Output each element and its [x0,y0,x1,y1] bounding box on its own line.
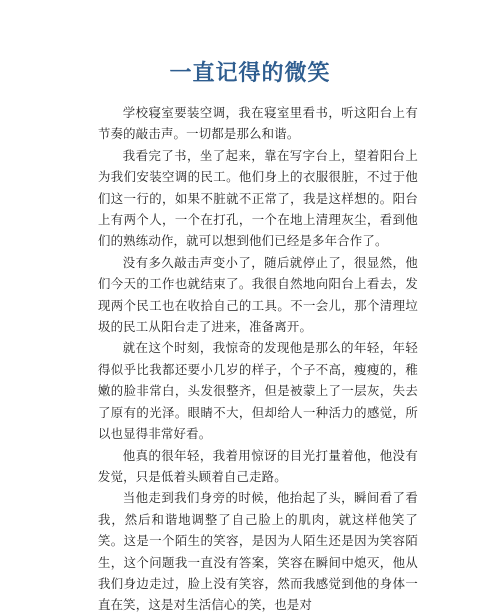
article-body [98,102,418,616]
paragraph: 学校寝室要装空调，我在寝室里看书，听这阳台上有节奏的敲击声。一切都是那么和谐。 [98,105,418,142]
article-title: 一直记得的微笑 [169,61,331,86]
paragraph: 我看完了书，坐了起来，靠在写字台上，望着阳台上为我们安装空调的民工。他们身上的衣服很脏，不过于他们这一行的，如果不脏就不正常了，我是这样想的。阳台上有两个人，一个在打孔，一个在地上清理灰尘，看到他们的熟练动作，就可以想到他们已经是多年合作了。 [98,147,418,249]
paragraph: 就在这个时刻，我惊奇的发现他是那么的年轻，年轻得似乎比我都还要小几岁的样子，个子不高，瘦瘦的，稚嫩的脸非常白，头发很整齐，但是被蒙上了一层灰，失去了原有的光泽。眼睛不大，但却给人一种活力的感觉，所以也显得非常好看。 [98,340,418,442]
paragraph: 没有多久敲击声变小了，随后就停止了，很显然，他们今天的工作也就结束了。我很自然地向阳台上看去，发现两个民工也在收拾自己的工具。不一会儿，那个清理垃圾的民工从阳台走了进来，准备离开。 [98,254,418,335]
paragraph: 当他走到我们身旁的时候，他抬起了头，瞬间看了看我，然后和谐地调整了自己脸上的肌肉，就这样他笑了笑。这是一个陌生的笑容，是因为人陌生还是因为笑容陌生，这个问题我一直没有答案，笑容在瞬间中熄灭，他从我们身边走过，脸上没有笑容，然而我感觉到他的身体一直在笑，这是对生活信心的笑，也是对 [98,490,418,613]
paragraph: 他真的很年轻，我着用惊讶的目光打量着他，他没有发觉，只是低着头顾着自己走路。 [98,447,418,484]
